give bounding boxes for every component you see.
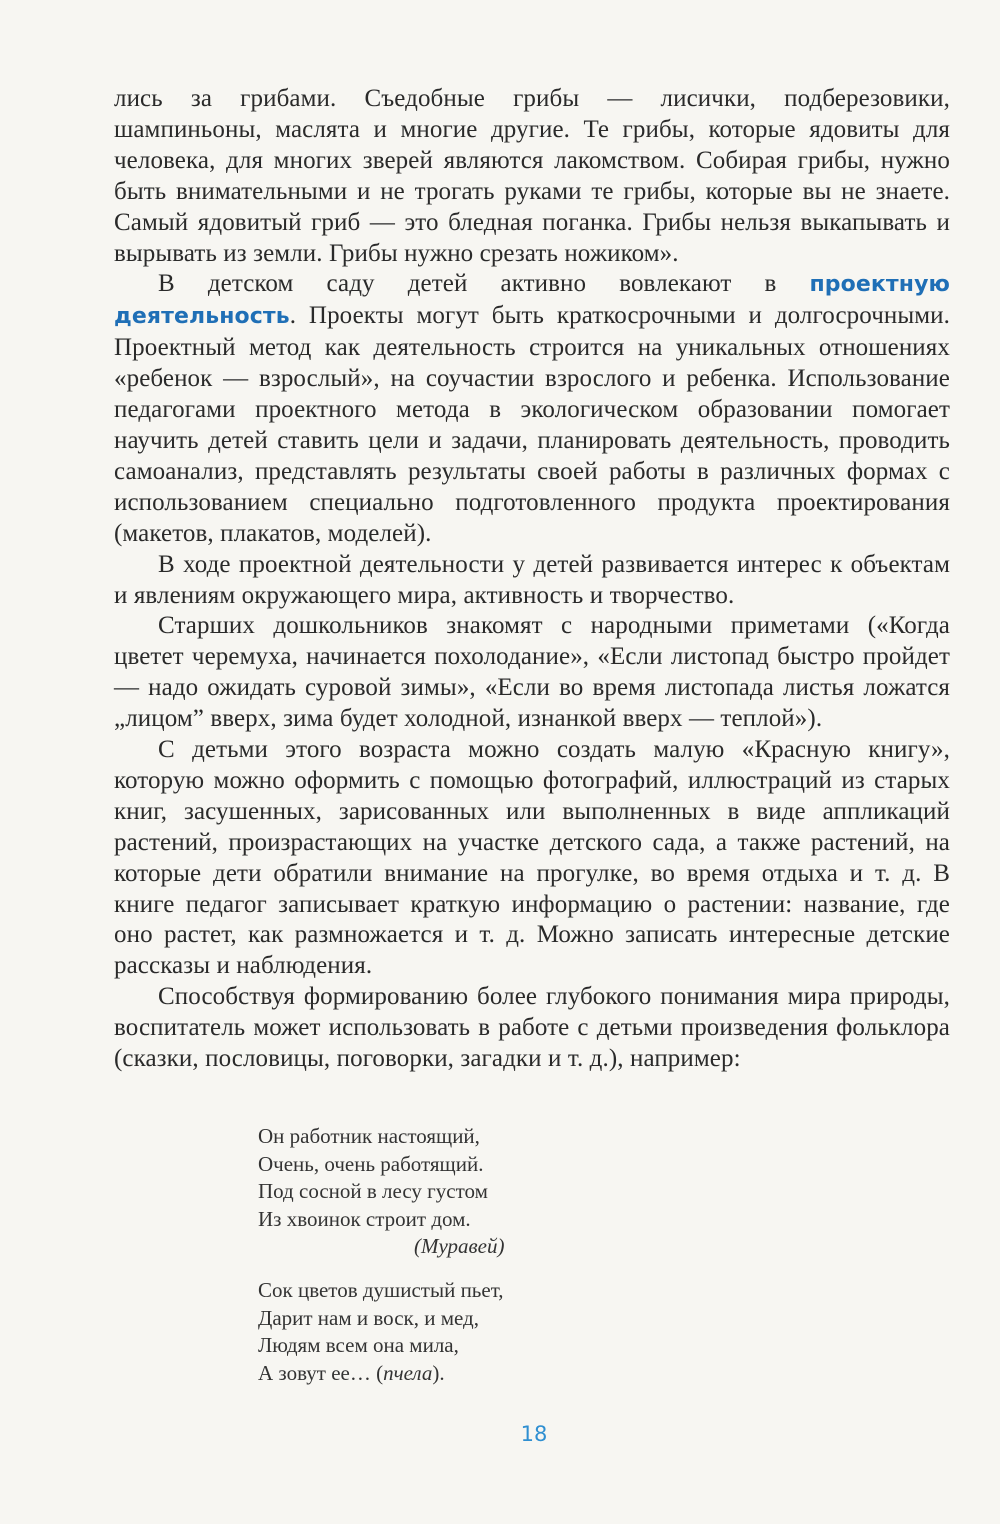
- poem-line: Он работник настоящий,: [258, 1124, 480, 1148]
- riddle-ant: [258, 1123, 504, 1261]
- highlighted-term: проектную деятельность: [114, 272, 950, 330]
- poem-line: Очень, очень работящий.: [258, 1151, 484, 1176]
- body-text: [114, 84, 950, 1075]
- riddle-bee: [258, 1277, 504, 1387]
- page-number: 18: [520, 1422, 548, 1446]
- poem-line: Из хвоинок строит дом.: [258, 1206, 471, 1231]
- poem-line: Людям всем она мила,: [258, 1333, 459, 1357]
- riddle-answer: (Муравей): [414, 1234, 505, 1258]
- paragraph: [114, 269, 950, 549]
- paragraph-text: В детском саду детей активно вовлекают в: [158, 270, 810, 298]
- paragraph-text: . Проекты могут быть краткосрочными и долгосрочными. Проектный метод как деятельность строится на уникальных отношениях «ребенок — взрослый», на соучастии взрослого и ребенка. Использование педагогами проектного метода в экологическом образовании помогает научить детей ставить цели и задачи, планировать деятельность, проводить самоанализ, представлять результаты своей работы в различных формах с использованием специально подготовленного продукта проектирования (макетов, плакатов, моделей).: [114, 302, 950, 547]
- riddle-answer: пчела: [383, 1360, 433, 1385]
- poem-text: А зовут ее… (: [258, 1360, 384, 1385]
- paragraph: Старших дошкольников знакомят с народными приметами («Когда цветет черемуха, начинается похолодание», «Если листопад быстро пройдет — надо ожидать суровой зимы», «Если во время листопада листья ложатся „лицом” вверх, зима будет холодной, изнанкой вверх — теплой»).: [114, 612, 950, 733]
- paragraph: Способствуя формированию более глубокого понимания мира природы, воспитатель может использовать в работе с детьми произведения фольклора (сказки, пословицы, поговорки, загадки и т. д.), например:: [114, 983, 950, 1073]
- poem-line: Дарит нам и воск, и мед,: [258, 1305, 479, 1330]
- poem-line: Сок цветов душистый пьет,: [258, 1278, 504, 1302]
- paragraph: В ходе проектной деятельности у детей развивается интерес к объектам и явлениям окружающего мира, активность и творчество.: [114, 550, 950, 609]
- poem-text: ).: [432, 1360, 445, 1385]
- paragraph: С детьми этого возраста можно создать малую «Красную книгу», которую можно оформить с помощью фотографий, иллюстраций из старых книг, засушенных, зарисованных или выполненных в виде аппликаций растений, произрастающих на участке детского сада, а также растений, на которые дети обратили внимание на прогулке, во время отдыха и т. д. В книге педагог записывает краткую информацию о растении: название, где оно растет, как размножается и т. д. Можно записать интересные детские рассказы и наблюдения.: [114, 736, 950, 980]
- poem-line: Под сосной в лесу густом: [258, 1179, 488, 1203]
- poem-line: [258, 1360, 504, 1388]
- paragraph: лись за грибами. Съедобные грибы — лисички, подберезовики, шампиньоны, маслята и многие другие. Те грибы, которые ядовиты для человека, для многих зверей являются лакомством. Собирая грибы, нужно быть внимательными и не трогать руками те грибы, которые вы не знаете. Самый ядовитый гриб — это бледная поганка. Грибы нельзя выкапывать и вырывать из земли. Грибы нужно срезать ножиком».: [114, 85, 950, 267]
